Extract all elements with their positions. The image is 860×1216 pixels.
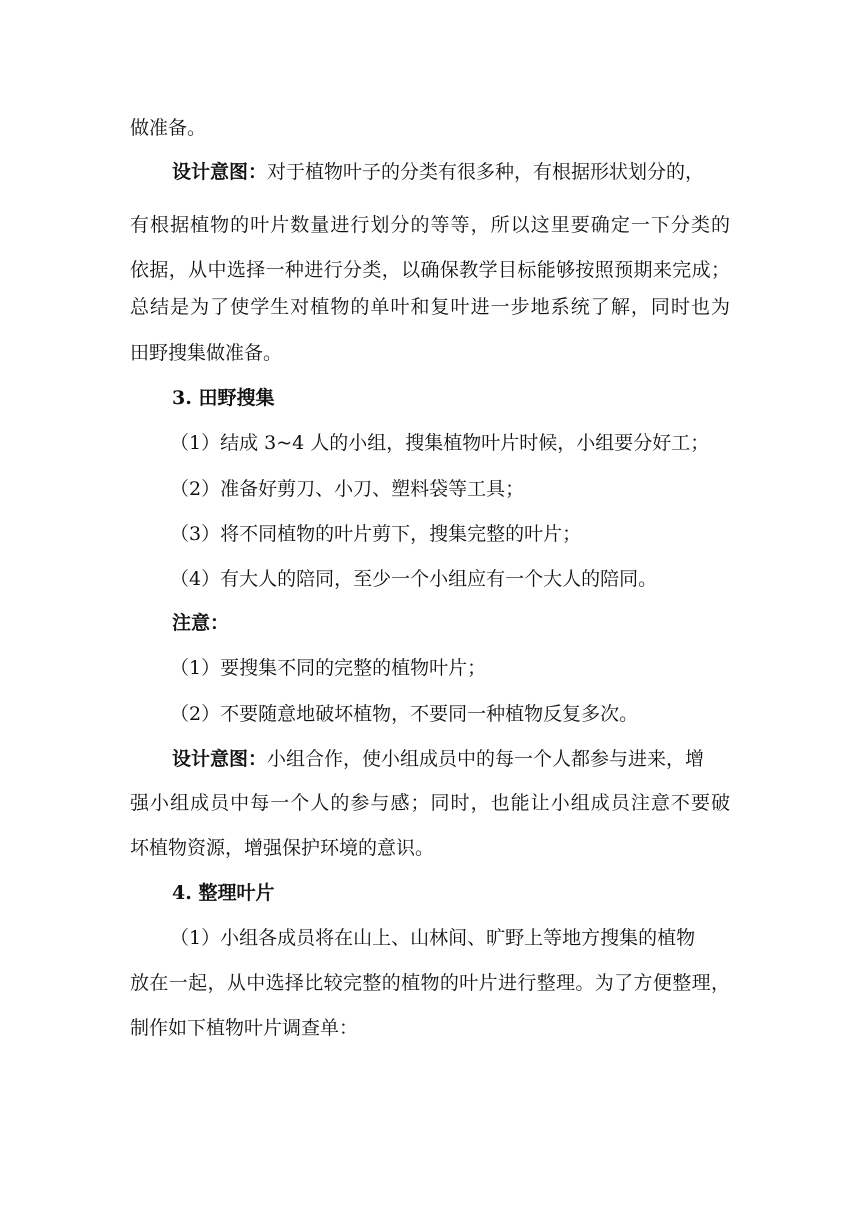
list-item xyxy=(0,519,860,549)
line-text: 田野搜集做准备。 xyxy=(130,342,283,364)
section-heading xyxy=(0,878,860,908)
line-text: 强小组成员中每一个人的参与感；同时，也能让小组成员注意不要破 xyxy=(130,792,730,814)
line-text: 依据，从中选择一种进行分类，以确保教学目标能够按照预期来完成； xyxy=(130,259,730,281)
paragraph-line xyxy=(0,292,860,322)
section-heading-text: 3. 田野搜集 xyxy=(172,387,275,409)
line-text: 总结是为了使学生对植物的单叶和复叶进一步地系统了解，同时也为 xyxy=(130,296,730,318)
list-item xyxy=(0,699,860,729)
list-item-text: （1）要搜集不同的完整的植物叶片； xyxy=(170,657,487,679)
design-intent-line xyxy=(0,157,860,187)
paragraph-line xyxy=(0,255,860,285)
line-text: 制作如下植物叶片调查单： xyxy=(130,1017,359,1039)
design-intent-line xyxy=(0,744,860,774)
line-text: 小组合作，使小组成员中的每一个人都参与进来，增 xyxy=(267,748,705,770)
list-item-text: （2）准备好剪刀、小刀、塑料袋等工具； xyxy=(170,478,525,500)
note-heading-text: 注意： xyxy=(172,612,230,634)
line-text: 有根据植物的叶片数量进行划分的等等，所以这里要确定一下分类的 xyxy=(130,214,730,236)
line-text: 做准备。 xyxy=(130,117,207,139)
list-item-text: （1）小组各成员将在山上、山林间、旷野上等地方搜集的植物 xyxy=(170,927,696,949)
line-text: 放在一起，从中选择比较完整的植物的叶片进行整理。为了方便整理， xyxy=(130,972,730,994)
list-item-text: （1）结成 3~4 人的小组，搜集植物叶片时候，小组要分好工； xyxy=(170,432,710,454)
paragraph-line xyxy=(0,788,860,818)
list-item xyxy=(0,428,860,458)
paragraph-line xyxy=(0,210,860,240)
list-item xyxy=(0,923,860,953)
design-intent-label: 设计意图： xyxy=(172,748,268,770)
list-item-text: （4）有大人的陪同，至少一个小组应有一个大人的陪同。 xyxy=(170,568,658,590)
section-heading xyxy=(0,383,860,413)
paragraph-line xyxy=(0,113,860,143)
list-item-text: （3）将不同植物的叶片剪下，搜集完整的叶片； xyxy=(170,523,582,545)
line-text: 对于植物叶子的分类有很多种，有根据形状划分的， xyxy=(267,161,705,183)
section-heading-text: 4. 整理叶片 xyxy=(172,882,275,904)
paragraph-line xyxy=(0,338,860,368)
note-heading xyxy=(0,608,860,638)
list-item xyxy=(0,564,860,594)
list-item xyxy=(0,474,860,504)
paragraph-line xyxy=(0,968,860,998)
list-item xyxy=(0,653,860,683)
paragraph-line xyxy=(0,833,860,863)
line-text: 坏植物资源，增强保护环境的意识。 xyxy=(130,837,435,859)
list-item-text: （2）不要随意地破坏植物，不要同一种植物反复多次。 xyxy=(170,703,639,725)
design-intent-label: 设计意图： xyxy=(172,161,268,183)
paragraph-line xyxy=(0,1013,860,1043)
